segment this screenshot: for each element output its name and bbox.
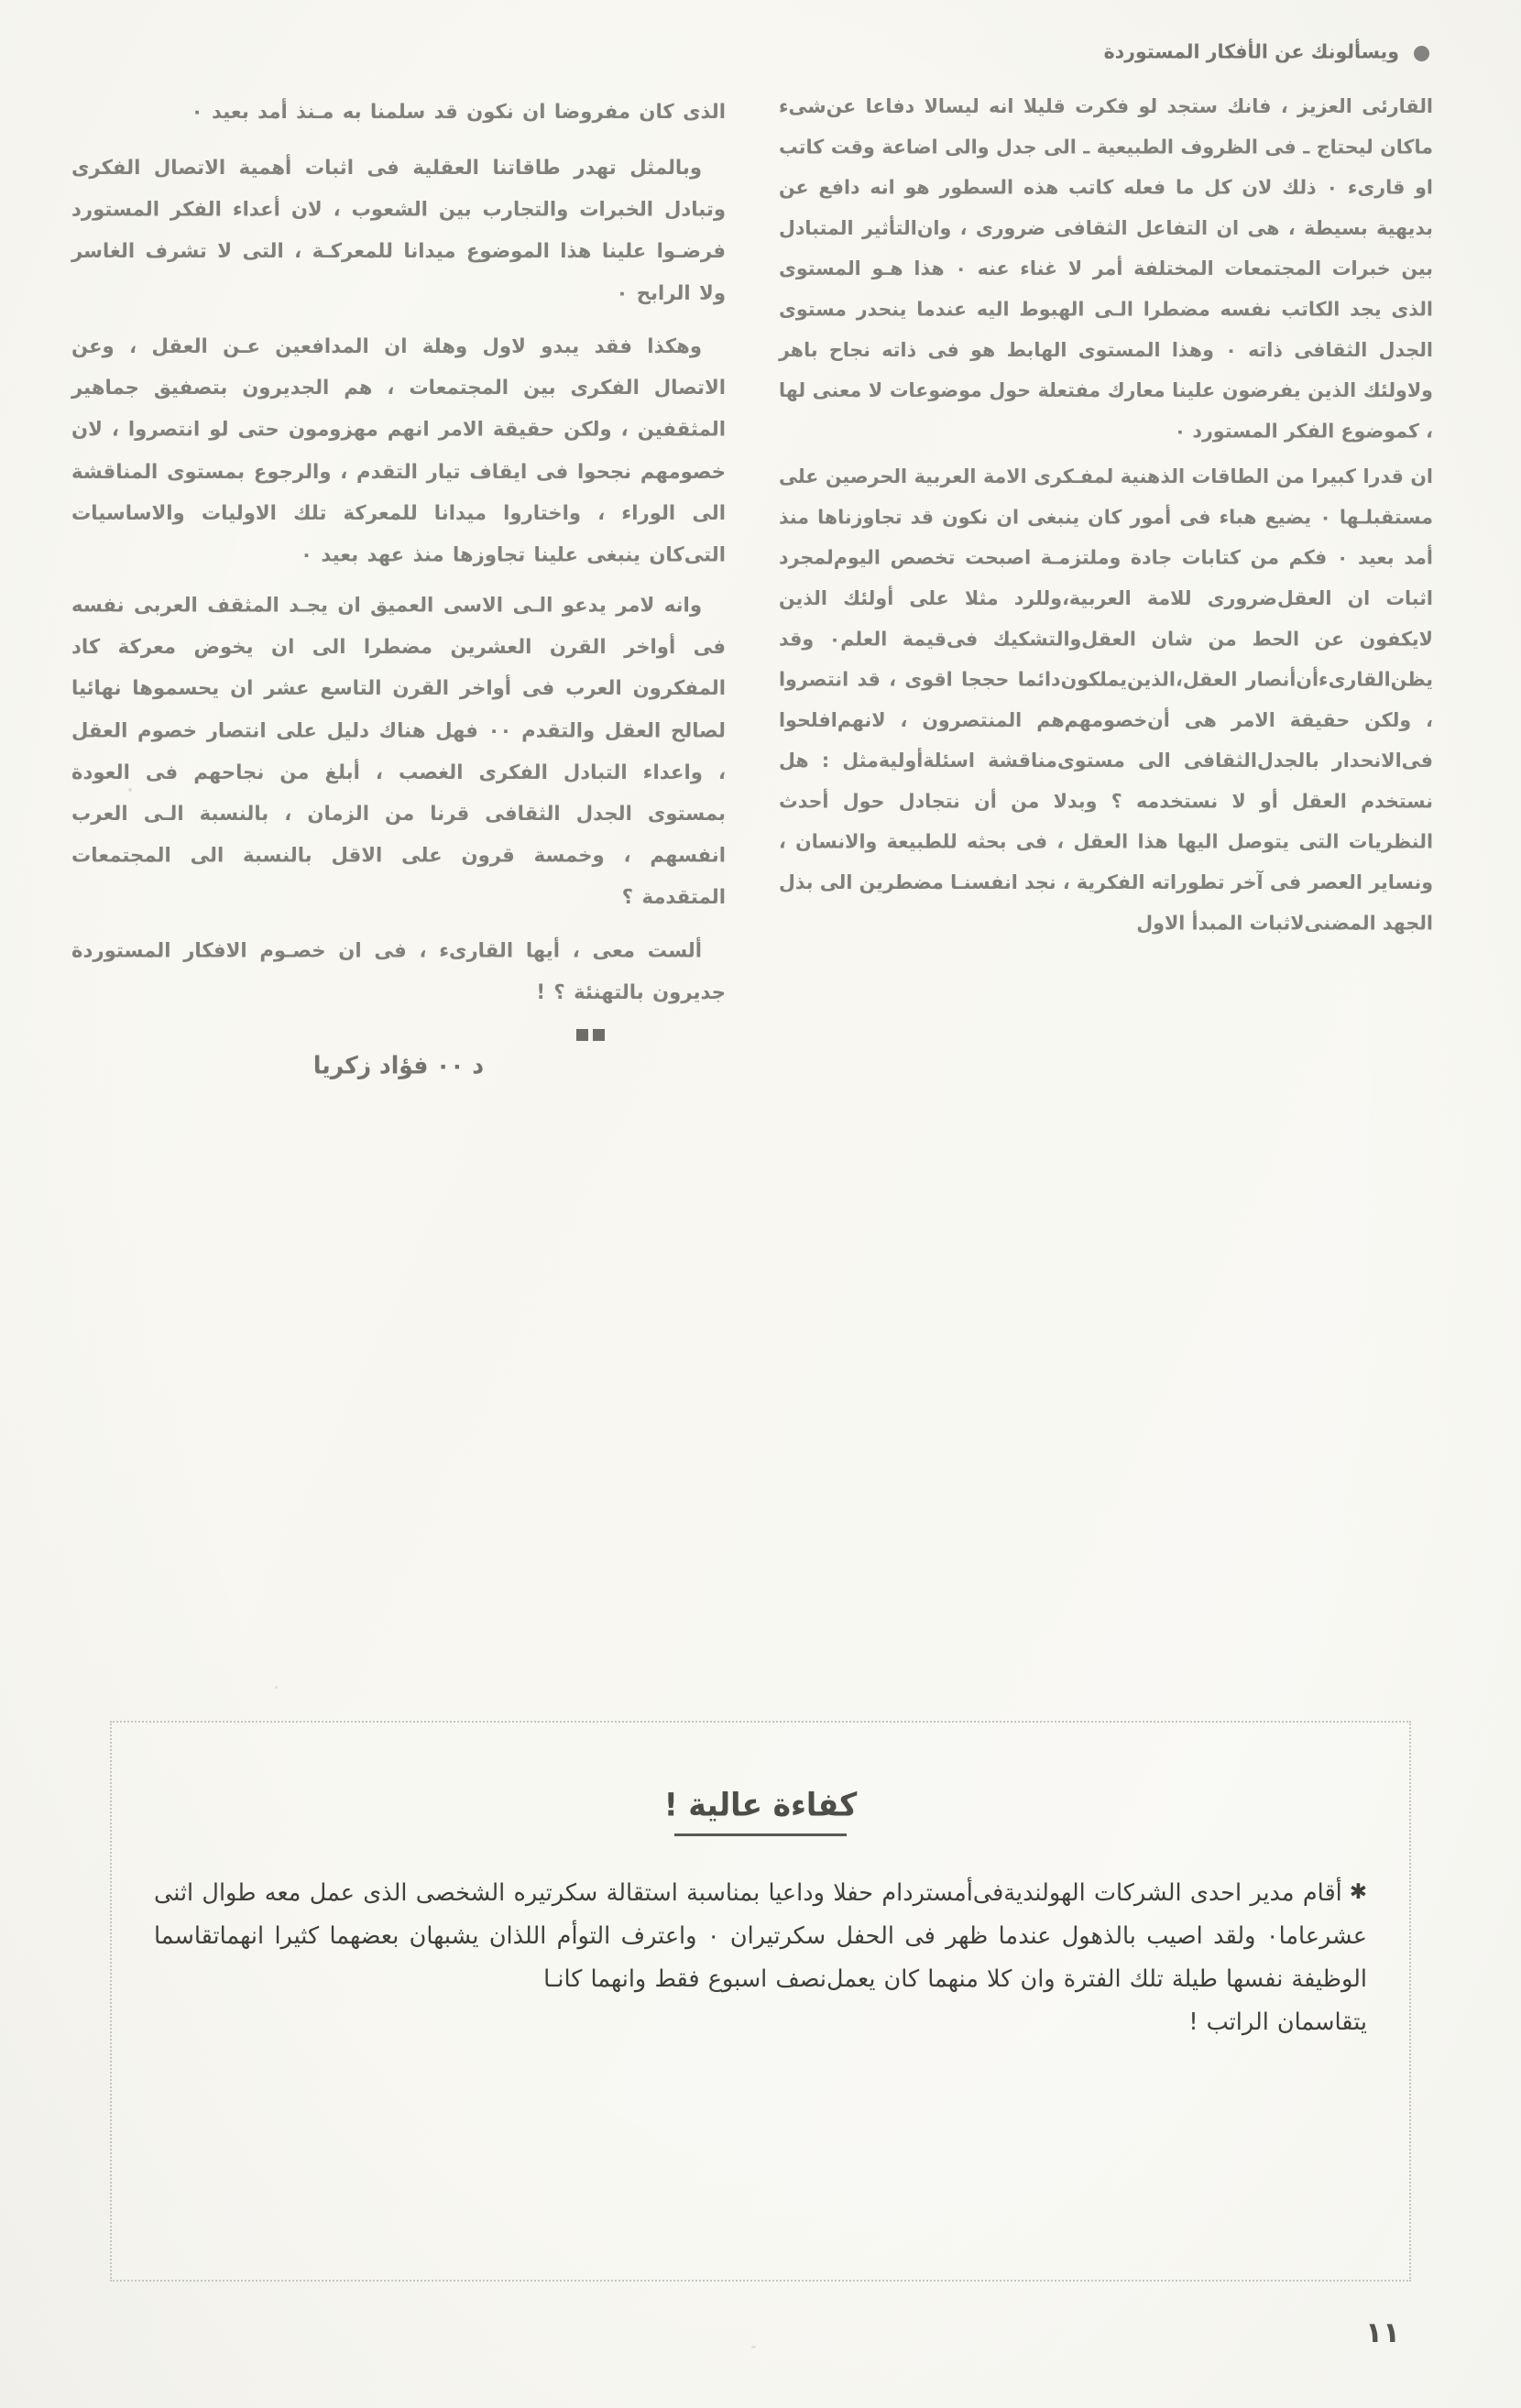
- sidebar-box-title: كفاءة عالية !: [663, 1785, 858, 1824]
- running-header: [92, 33, 1429, 70]
- scan-speck: [275, 1686, 278, 1689]
- sidebar-box: [110, 1721, 1411, 2282]
- sidebar-box-body-last-line: يتقاسمان الراتب !: [1188, 2008, 1367, 2036]
- author-byline: د ٠٠ فؤاد زكريا: [312, 1051, 485, 1079]
- page-number-value: ١١: [1365, 2316, 1400, 2349]
- title-underline: [674, 1833, 847, 1836]
- bullet-icon: [1414, 46, 1429, 61]
- page-number: [0, 2316, 1521, 2349]
- paragraph: ان قدرا كبيرا من الطاقات الذهنية لمفـكرى الامة العربية الحرصين على مستقبلـها ٠ يضيع هباء فى أمور كان ينبغى ان نكون قد تجاوزناها منذ أمد بعيد ٠ فكم من كتابات جادة وملتزمـة اصبحت تخصص اليوم‌لمجرد اثبات ان العقل‌ضرورى للامة العربية،وللرد مثلا على أولئك الذين لايكفون عن الحط من شان العقل‌والتشكيك فى‌قيمة العلم٠ وقد يظن‌القارى‌ءأن‌أنصار العقل،الذين‌يملكون‌دائما حججا اقوى ، قد انتصروا ، ولكن حقيقة الامر هى أن‌خصومهم‌هم المنتصرون ، لانهم‌افلحوا فى‌الانحدار بالجدل‌الثقافى الى مستوى‌مناقشة اسئلة‌أولية‌مثل : هل نستخدم العقل أو لا نستخدمه ؟ وبدلا من أن نتجادل حول أحدث النظريات التى يتوصل اليها هذا العقل ، فى بحثه للطبيعة والانسان ، ونساير العصر فى آخر تطوراته الفكرية ، نجد انفسنـا مضطرين الى بذل الجهد المضنى‌لاثبات المبدأ الاول: [779, 465, 1433, 935]
- asterisk-bullet-icon: ✱: [1349, 1880, 1367, 1904]
- column-right: [779, 92, 1433, 1668]
- column-left: [71, 92, 726, 1668]
- paragraph: الذى كان مفروضا ان نكون قد سلمنا به مـنذ أمد بعيد ٠: [191, 99, 726, 124]
- article-columns: [71, 92, 1434, 1668]
- end-of-article-squares-icon: [71, 1029, 726, 1041]
- paragraph: وهكذا فقد يبدو لاول وهلة ان المدافعين عـن العقل ، وعن الاتصال الفكرى بين المجتمعات ، هم الجديرون بتصفيق جماهير المثقفين ، ولكن حقيقة الامر انهم مهزومون حتى لو انتصروا ، لان خصومهم نجحوا فى ايقاف تيار التقدم ، والرجوع بمستوى المناقشة الى الوراء ، واختاروا ميدانا للمعركة تلك الاوليات والاساسيات التى‌كان ينبغى علينا تجاوزها منذ عهد بعيد ٠: [71, 334, 726, 566]
- sidebar-box-body: [154, 1871, 1367, 2044]
- paragraph: القارئى العزيز ، فانك ستجد لو فكرت قليلا انه ليسالا دفاعا عن‌شىء ماكان ليحتاج ـ فى الظروف الطبيعية ـ الى جدل والى اضاعة وقت كاتب او قارىء ٠ ذلك لان كل ما فعله كاتب هذه السطور هو انه دافع عن بديهية بسيطة ، هى ان التفاعل الثقافى ضرورى ، وان‌التأثير المتبادل بين خبرات المجتمعات المختلفة أمر لا غناء عنه ٠ هذا هـو المستوى الذى يجد الكاتب نفسه مضطرا الـى الهبوط اليه عندما ينحدر مستوى الجدل الثقافى ذاته ٠ وهذا المستوى الهابط هو فى ذاته نجاح باهر ولاولئك الذين يفرضون علينا معارك مفتعلة حول موضوعات لا معنى لها ، كموضوع الفكر المستورد ٠: [779, 94, 1434, 443]
- running-header-title: ويسألونك عن الأفكار المستوردة: [1103, 39, 1399, 63]
- paragraph: وبالمثل تهدر طاقاتنا العقلية فى اثبات أهمية الاتصال الفكرى وتبادل الخبرات والتجارب بين الشعوب ، لان أعداء الفكر المستورد فرضـوا علينا هذا الموضوع ميدانا للمعركـة ، التى لا تشرف الغاسر ولا الرابح ٠: [71, 155, 726, 305]
- paragraph: ألست معى ، أيها القارىء ، فى ان خصـوم الافكار المستوردة جديرون بالتهنئة ؟ !: [71, 937, 726, 1004]
- paragraph: وانه لامر يدعو الـى الاسى العميق ان يجـد المثقف العربى نفسه فى أواخر القرن العشرين مضطرا الى ان يخوض معركة كاد المفكرون العرب فى أواخر القرن التاسع عشر ان يحسموها نهائيا لصالح العقل والتقدم ٠٠ فهل هناك دليل على انتصار خصوم العقل ، واعداء التبادل الفكرى الغصب ، أبلغ من نجاحهم فى العودة بمستوى الجدل الثقافى قرنا من الزمان ، بالنسبة الـى العرب انفسهم ، وخمسة قرون على الاقل بالنسبة الى المجتمعات المتقدمة ؟: [71, 593, 726, 909]
- sidebar-box-body-text: أقام مدير احدى الشركات الهولندية‌فى‌أمستردام حفلا وداعيا بمناسبة استقالة سكرتيره الشخصى الذى عمل معه طوال اثنى عشر‌عاما٠ ولقد اصيب بالذهول عندما ظهر فى الحفل سكرتيران ٠ واعترف التوأم اللذان يشبهان بعضهما كثيرا انهماتقاسما الوظيفة نفسها طيلة تلك الفترة وان كلا منهما كان يعمل‌نصف اسبوع فقط وانهما كانـا: [154, 1879, 1368, 1993]
